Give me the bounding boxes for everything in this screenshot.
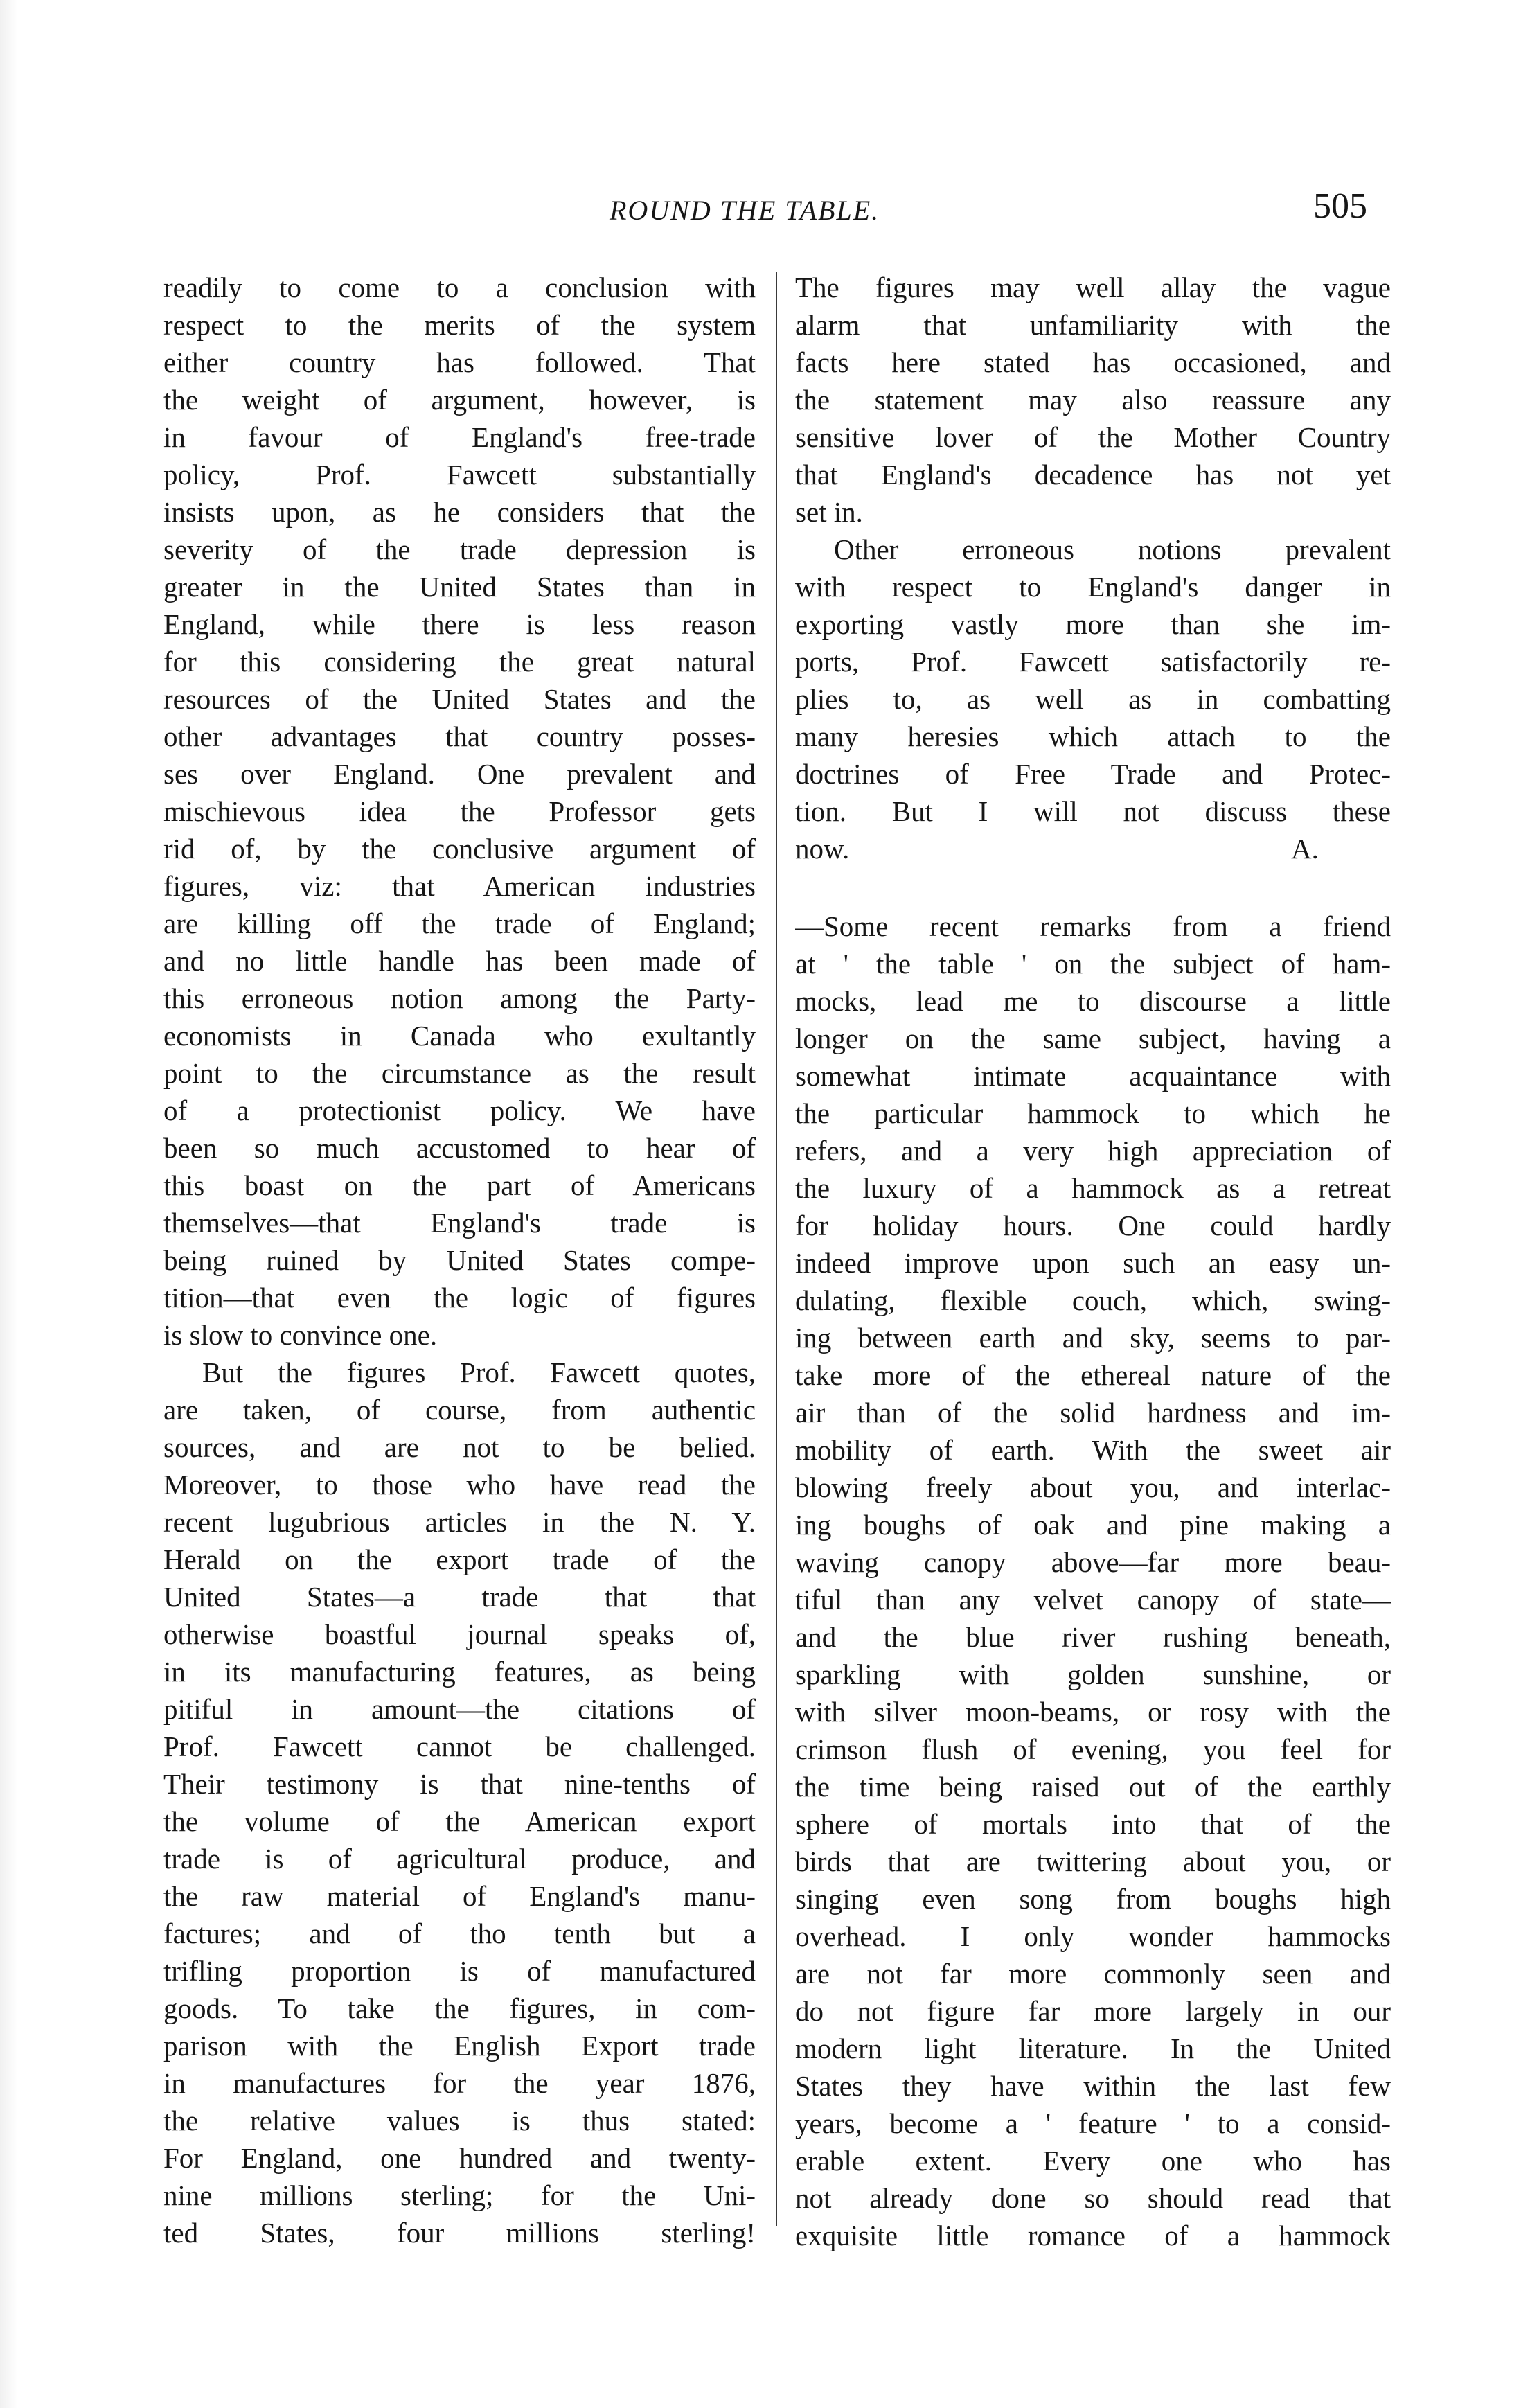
text-line: either country has followed. That: [163, 346, 756, 378]
text-line: the time being raised out of the earthly: [795, 1771, 1391, 1803]
text-line: the volume of the American export: [163, 1805, 756, 1837]
text-line: the raw material of England's manu-: [163, 1880, 756, 1912]
column-rule: [776, 272, 777, 2226]
text-line: But the figures Prof. Fawcett quotes,: [202, 1356, 756, 1388]
text-line: for holiday hours. One could hardly: [795, 1210, 1391, 1241]
text-line: factures; and of tho tenth but a: [163, 1918, 756, 1949]
text-line: Moreover, to those who have read the: [163, 1469, 756, 1500]
text-line: with respect to England's danger in: [795, 571, 1391, 603]
text-line: tion. But I will not discuss these: [795, 795, 1391, 827]
text-line: somewhat intimate acquaintance with: [795, 1060, 1391, 1092]
text-line: States they have within the last few: [795, 2070, 1391, 2102]
text-line: ing boughs of oak and pine making a: [795, 1509, 1391, 1541]
text-line: and no little handle has been made of: [163, 945, 756, 977]
text-line: insists upon, as he considers that the: [163, 496, 756, 528]
text-line: point to the circumstance as the result: [163, 1057, 756, 1089]
text-line: ing between earth and sky, seems to par-: [795, 1322, 1391, 1354]
text-line: in favour of England's free-trade: [163, 421, 756, 453]
text-line: ports, Prof. Fawcett satisfactorily re-: [795, 646, 1391, 678]
text-line: dulating, flexible couch, which, swing-: [795, 1284, 1391, 1316]
text-line: in its manufacturing features, as being: [163, 1656, 756, 1688]
text-line: erable extent. Every one who has: [795, 2145, 1391, 2177]
text-line: ses over England. One prevalent and: [163, 758, 756, 790]
text-line: longer on the same subject, having a: [795, 1022, 1391, 1054]
text-line: plies to, as well as in combatting: [795, 683, 1391, 715]
text-line: sparkling with golden sunshine, or: [795, 1658, 1391, 1690]
text-line: been so much accustomed to hear of: [163, 1132, 756, 1164]
text-line: the luxury of a hammock as a retreat: [795, 1172, 1391, 1204]
text-line: with silver moon-beams, or rosy with the: [795, 1696, 1391, 1728]
text-line: the statement may also reassure any: [795, 384, 1391, 416]
text-line: recent lugubrious articles in the N. Y.: [163, 1506, 756, 1538]
text-line: this erroneous notion among the Party-: [163, 982, 756, 1014]
text-line: other advantages that country posses-: [163, 720, 756, 752]
text-line: mobility of earth. With the sweet air: [795, 1434, 1391, 1466]
text-line: Their testimony is that nine-tenths of: [163, 1768, 756, 1800]
running-title: ROUND THE TABLE.: [610, 195, 880, 226]
text-line: rid of, by the conclusive argument of: [163, 833, 756, 865]
text-line: now.: [795, 833, 850, 865]
text-line: sources, and are not to be belied.: [163, 1431, 756, 1463]
text-line: take more of the ethereal nature of the: [795, 1359, 1391, 1391]
text-line: trifling proportion is of manufactured: [163, 1955, 756, 1987]
text-line: air than of the solid hardness and im-: [795, 1397, 1391, 1428]
text-line: alarm that unfamiliarity with the: [795, 309, 1391, 341]
text-line: waving canopy above—far more beau-: [795, 1546, 1391, 1578]
text-line: birds that are twittering about you, or: [795, 1845, 1391, 1877]
text-line: greater in the United States than in: [163, 571, 756, 603]
section-gap: [795, 867, 1391, 908]
text-line: many heresies which attach to the: [795, 720, 1391, 752]
text-line: parison with the English Export trade: [163, 2030, 756, 2062]
text-line: refers, and a very high appreciation of: [795, 1135, 1391, 1167]
text-line: are killing off the trade of England;: [163, 908, 756, 939]
text-line: and the blue river rushing beneath,: [795, 1621, 1391, 1653]
text-line: at ' the table ' on the subject of ham-: [795, 948, 1391, 980]
text-line: figures, viz: that American industries: [163, 870, 756, 902]
text-line: are taken, of course, from authentic: [163, 1394, 756, 1426]
text-line: of a protectionist policy. We have: [163, 1095, 756, 1126]
text-line: modern light literature. In the United: [795, 2033, 1391, 2064]
author-signature: A.: [1291, 833, 1319, 865]
text-line: the particular hammock to which he: [795, 1097, 1391, 1129]
text-line: tiful than any velvet canopy of state—: [795, 1584, 1391, 1615]
text-line: economists in Canada who exultantly: [163, 1020, 756, 1052]
text-line: set in.: [795, 496, 863, 528]
text-line: this boast on the part of Americans: [163, 1169, 756, 1201]
text-line: that England's decadence has not yet: [795, 459, 1391, 490]
text-line: is slow to convince one.: [163, 1319, 438, 1351]
text-line: mocks, lead me to discourse a little: [795, 985, 1391, 1017]
text-line: being ruined by United States compe-: [163, 1244, 756, 1276]
text-line: mischievous idea the Professor gets: [163, 795, 756, 827]
text-line: United States—a trade that that: [163, 1581, 756, 1613]
text-line: England, while there is less reason: [163, 608, 756, 640]
text-line: indeed improve upon such an easy un-: [795, 1247, 1391, 1279]
text-line: —Some recent remarks from a friend: [795, 910, 1391, 942]
text-line: the relative values is thus stated:: [163, 2105, 756, 2136]
text-line: for this considering the great natural: [163, 646, 756, 678]
text-line: resources of the United States and the: [163, 683, 756, 715]
text-line: the weight of argument, however, is: [163, 384, 756, 416]
text-line: ted States, four millions sterling!: [163, 2217, 756, 2249]
running-head: [0, 186, 1539, 227]
text-line: doctrines of Free Trade and Protec-: [795, 758, 1391, 790]
text-line: trade is of agricultural produce, and: [163, 1843, 756, 1875]
text-line: nine millions sterling; for the Uni-: [163, 2179, 756, 2211]
text-line: exquisite little romance of a hammock: [795, 2220, 1391, 2251]
text-line: Herald on the export trade of the: [163, 1543, 756, 1575]
text-line: sensitive lover of the Mother Country: [795, 421, 1391, 453]
text-line: not already done so should read that: [795, 2182, 1391, 2214]
text-line: policy, Prof. Fawcett substantially: [163, 459, 756, 490]
text-line: goods. To take the figures, in com-: [163, 1992, 756, 2024]
text-line: are not far more commonly seen and: [795, 1958, 1391, 1990]
text-line: crimson flush of evening, you feel for: [795, 1733, 1391, 1765]
text-line: overhead. I only wonder hammocks: [795, 1920, 1391, 1952]
text-line: readily to come to a conclusion with: [163, 272, 756, 303]
text-line: tition—that even the logic of figures: [163, 1282, 756, 1313]
text-line: sphere of mortals into that of the: [795, 1808, 1391, 1840]
text-line: blowing freely about you, and interlac-: [795, 1471, 1391, 1503]
text-line: do not figure far more largely in our: [795, 1995, 1391, 2027]
text-line: themselves—that England's trade is: [163, 1207, 756, 1239]
text-line: exporting vastly more than she im-: [795, 608, 1391, 640]
text-line: facts here stated has occasioned, and: [795, 346, 1391, 378]
text-line: Prof. Fawcett cannot be challenged.: [163, 1730, 756, 1762]
text-line: For England, one hundred and twenty-: [163, 2142, 756, 2174]
text-line: in manufactures for the year 1876,: [163, 2067, 756, 2099]
text-line: singing even song from boughs high: [795, 1883, 1391, 1915]
text-line: years, become a ' feature ' to a consid-: [795, 2107, 1391, 2139]
text-line: The figures may well allay the vague: [795, 272, 1391, 303]
right-column: [795, 269, 1391, 2254]
scan-edge-shadow: [0, 0, 18, 2408]
page-number: 505: [1313, 186, 1367, 226]
text-line: severity of the trade depression is: [163, 533, 756, 565]
text-line: pitiful in amount—the citations of: [163, 1693, 756, 1725]
text-line: Other erroneous notions prevalent: [834, 533, 1391, 565]
text-line: respect to the merits of the system: [163, 309, 756, 341]
text-line: otherwise boastful journal speaks of,: [163, 1618, 756, 1650]
left-column: [163, 269, 756, 2251]
